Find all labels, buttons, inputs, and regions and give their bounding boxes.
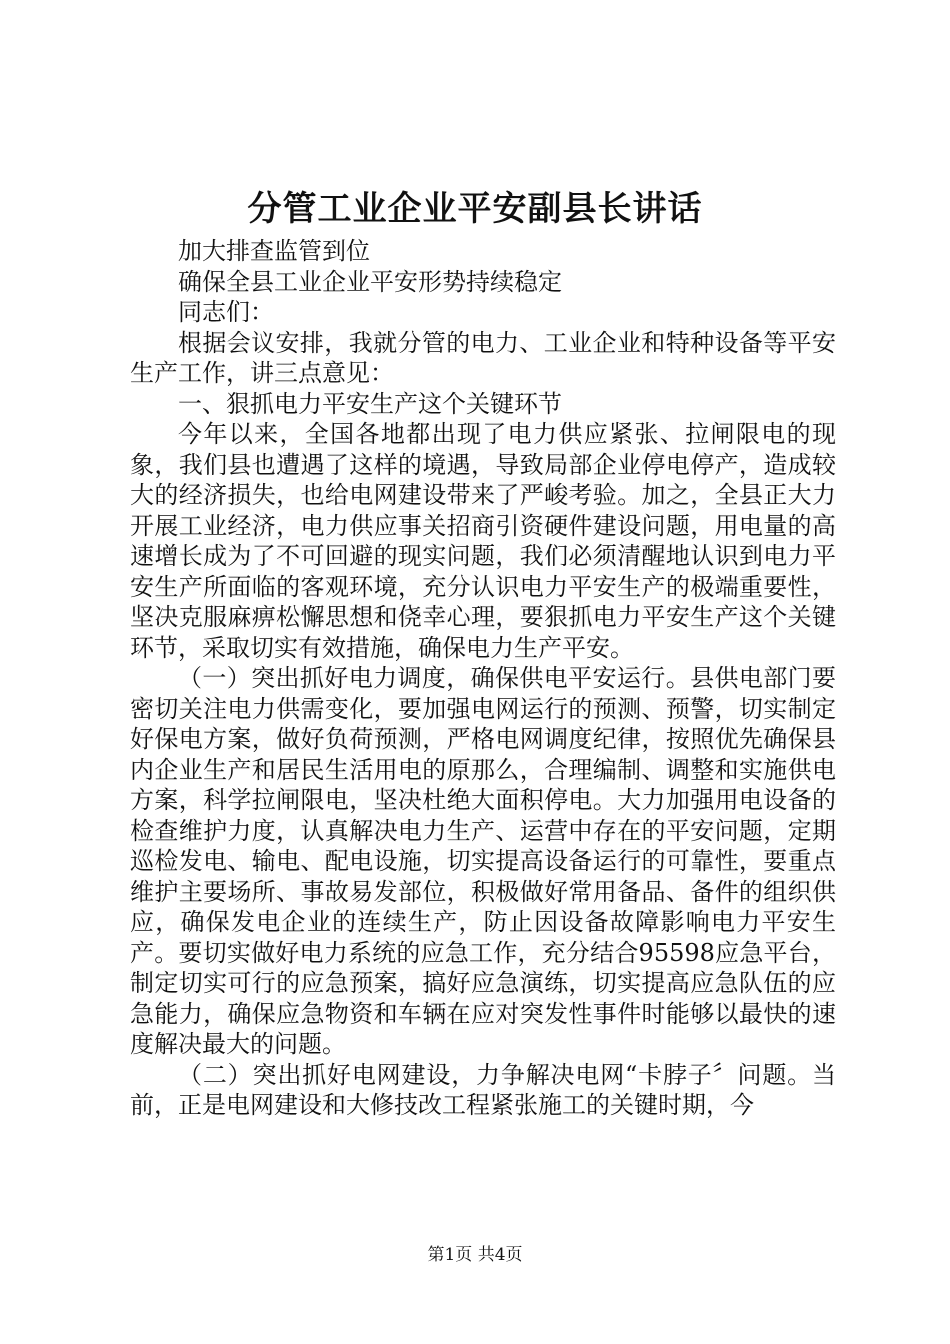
- body-paragraph: （一）突出抓好电力调度，确保供电平安运行。县供电部门要密切关注电力供需变化，要加强电网运行的预测、预警，切实制定好保电方案，做好负荷预测，严格电网调度纪律，按照优先确保县内企业生产和居民生活用电的原那么，合理编制、调整和实施供电方案，科学拉闸限电，坚决杜绝大面积停电。大力加强用电设备的检查维护力度，认真解决电力生产、运营中存在的平安问题，定期巡检发电、输电、配电设施，切实提高设备运行的可靠性，要重点维护主要场所、事故易发部位，积极做好常用备品、备件的组织供应，确保发电企业的连续生产，防止因设备故障影响电力平安生产。要切实做好电力系统的应急工作，充分结合95598应急平台，制定切实可行的应急预案，搞好应急演练，切实提高应急队伍的应急能力，确保应急物资和车辆在应对突发性事件时能够以最快的速度解决最大的问题。: [130, 664, 836, 1058]
- intro-paragraph: 根据会议安排，我就分管的电力、工业企业和特种设备等平安生产工作，讲三点意见：: [130, 328, 836, 387]
- document-body: [130, 236, 836, 1121]
- salutation: 同志们：: [178, 298, 274, 326]
- body-paragraph: （二）突出抓好电网建设，力争解决电网“卡脖子〞问题。当前，正是电网建设和大修技改工程紧张施工的关键时期，今: [130, 1060, 836, 1119]
- body-paragraph: 今年以来，全国各地都出现了电力供应紧张、拉闸限电的现象，我们县也遭遇了这样的境遇，导致局部企业停电停产，造成较大的经济损失，也给电网建设带来了严峻考验。加之，全县正大力开展工业经济，电力供应事关招商引资硬件建设问题，用电量的高速增长成为了不可回避的现实问题，我们必须清醒地认识到电力平安生产所面临的客观环境，充分认识电力平安生产的极端重要性，坚决克服麻痹松懈思想和侥幸心理，要狠抓电力平安生产这个关键环节，采取切实有效措施，确保电力生产平安。: [130, 420, 836, 662]
- subtitle-line-1: 加大排查监管到位: [178, 237, 370, 265]
- subtitle-line-2: 确保全县工业企业平安形势持续稳定: [178, 267, 562, 296]
- document-title: 分管工业企业平安副县长讲话: [247, 189, 703, 229]
- page-number: 第1页 共4页: [427, 1245, 523, 1265]
- section-heading-1: 一、狠抓电力平安生产这个关键环节: [178, 389, 562, 418]
